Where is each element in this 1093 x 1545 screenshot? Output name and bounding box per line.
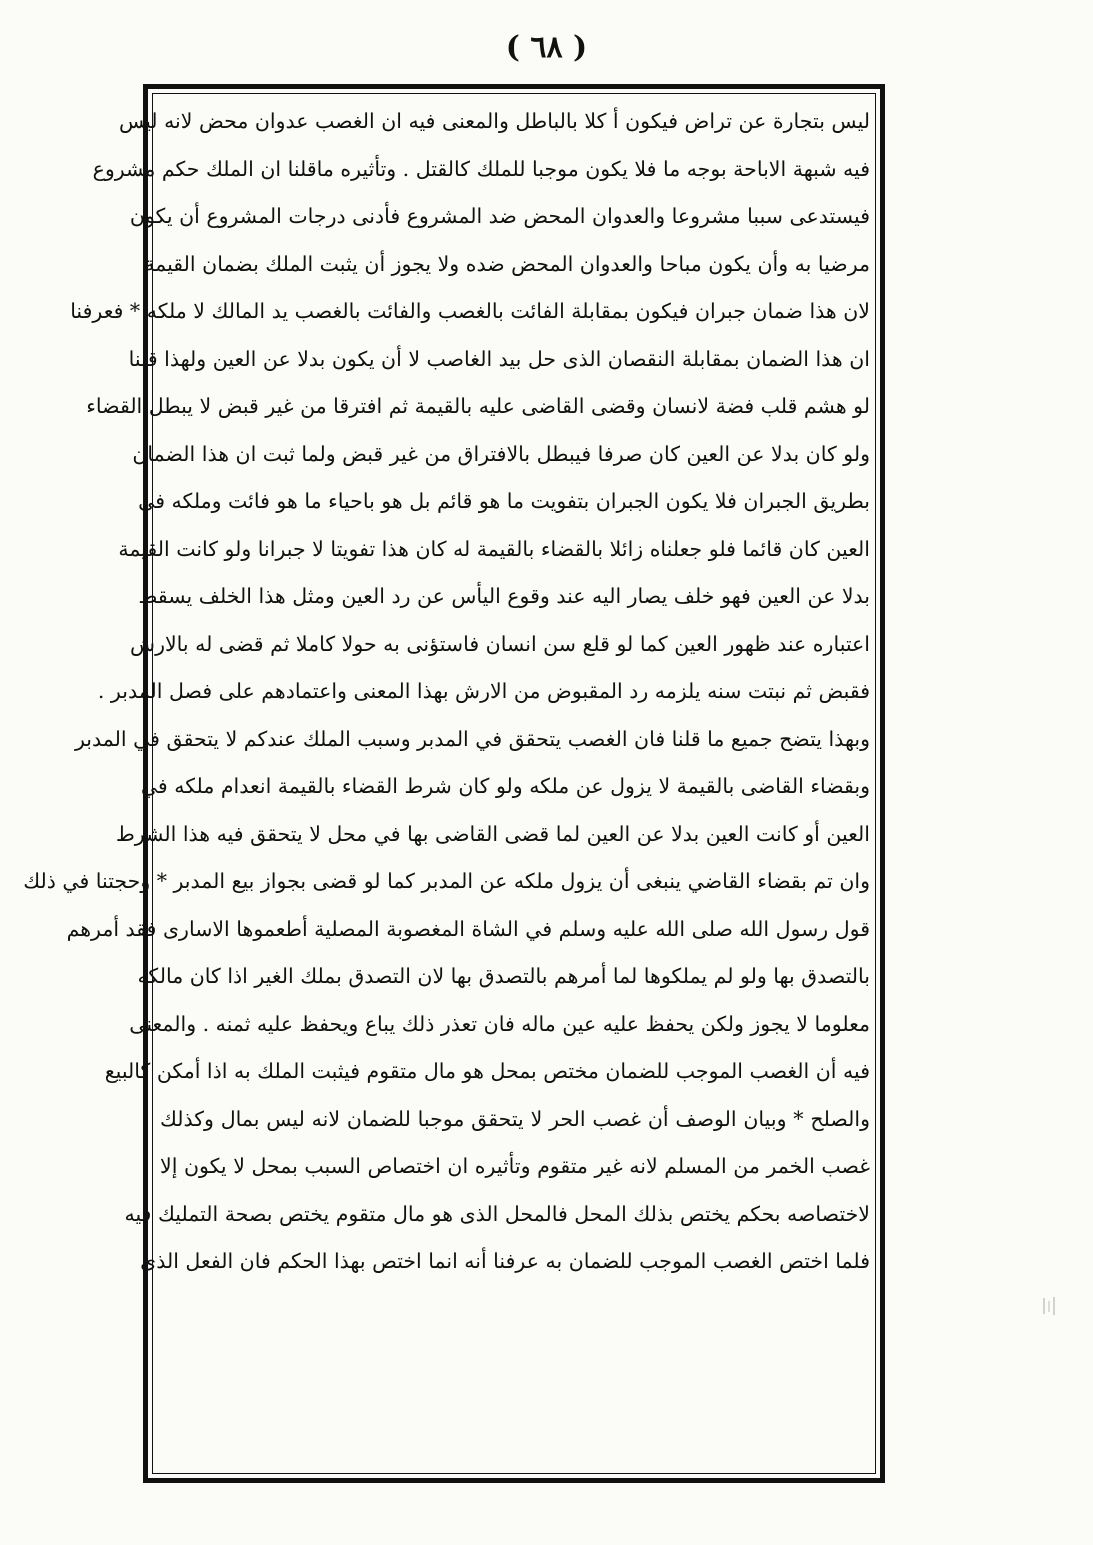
text-line: بطريق الجبران فلا يكون الجبران بتفويت ما هو قائم بل هو باحياء ما هو فائت وملكه في (138, 489, 870, 513)
text-line: ولو كان بدلا عن العين كان صرفا فيبطل بالافتراق من غير قبض ولما ثبت ان هذا الضمان (132, 441, 870, 466)
text-line: فيه أن الغصب الموجب للضمان مختص بمحل هو مال متقوم فيثبت الملك به اذا أمكن كالبيع (104, 1059, 870, 1083)
text-line: لاختصاصه بحكم يختص بذلك المحل فالمحل الذى هو مال متقوم يختص بصحة التمليك فيه (124, 1201, 870, 1226)
text-line: معلوما لا يجوز ولكن يحفظ عليه عين ماله فان تعذر ذلك يباع ويحفظ عليه ثمنه . والمعنى (129, 1011, 870, 1036)
text-line: العين أو كانت العين بدلا عن العين لما قضى القاضى بها في محل لا يتحقق فيه هذا الشرط (115, 821, 870, 846)
text-line: فيستدعى سببا مشروعا والعدوان المحض ضد المشروع فأدنى درجات المشروع أن يكون (129, 204, 870, 228)
text-line: فلما اختص الغصب الموجب للضمان به عرفنا أنه انما اختص بهذا الحكم فان الفعل الذى (140, 1249, 870, 1273)
text-line: غصب الخمر من المسلم لانه غير متقوم وتأثيره ان اختصاص السبب بمحل لا يكون إلا (160, 1154, 870, 1178)
text-line: وبهذا يتضح جميع ما قلنا فان الغصب يتحقق في المدبر وسبب الملك عندكم لا يتحقق في المدبر (75, 726, 870, 751)
text-line: العين كان قائما فلو جعلناه زائلا بالقضاء بالقيمة له كان هذا تفويتا لا جبرانا ولو كانت القيمة (118, 536, 870, 561)
text-line: والصلح * وبيان الوصف أن غصب الحر لا يتحقق موجبا للضمان لانه ليس بمال وكذلك (160, 1106, 870, 1131)
text-line: اعتباره عند ظهور العين كما لو قلع سن انسان فاستؤنى به حولا كاملا ثم قضى له بالارش (130, 631, 870, 656)
text-line: فيه شبهة الاباحة بوجه ما فلا يكون موجبا للملك كالقتل . وتأثيره ماقلنا ان الملك حكم مشروع (92, 156, 870, 181)
text-line: ان هذا الضمان بمقابلة النقصان الذى حل بيد الغاصب لا أن يكون بدلا عن العين ولهذا قلنا (128, 346, 870, 371)
text-line: بدلا عن العين فهو خلف يصار اليه عند وقوع اليأس عن رد العين ومثل هذا الخلف يسقط (138, 584, 870, 608)
text-line: لو هشم قلب فضة لانسان وقضى القاضى عليه بالقيمة ثم افترقا من غير قبض لا يبطل القضاء (86, 394, 870, 418)
body-text (23, 98, 870, 1286)
text-line: ليس بتجارة عن تراض فيكون أ كلا بالباطل والمعنى فيه ان الغصب عدوان محض لانه ليس (118, 109, 870, 133)
page-number: ( ٦٨ ) (505, 30, 588, 65)
text-line: فقبض ثم نبتت سنه يلزمه رد المقبوض من الارش بهذا المعنى واعتمادهم على فصل المدبر . (97, 679, 870, 703)
text-line: وان تم بقضاء القاضي ينبغى أن يزول ملكه عن المدبر كما لو قضى بجواز بيع المدبر * وحجتنا في ذلك (23, 869, 870, 893)
text-line: لان هذا ضمان جبران فيكون بمقابلة الفائت بالغصب والفائت بالغصب يد المالك لا ملكه * فعرفنا (70, 299, 870, 323)
text-line: قول رسول الله صلى الله عليه وسلم في الشاة المغصوبة المصلية أطعموها الاسارى فقد أمرهم (66, 916, 870, 941)
text-line: بالتصدق بها ولو لم يملكوها لما أمرهم بالتصدق بها لان التصدق بملك الغير اذا كان مالكه (137, 964, 870, 988)
text-line: مرضيا به وأن يكون مباحا والعدوان المحض ضده ولا يجوز أن يثبت الملك بضمان القيمة (144, 251, 870, 276)
text-line: وبقضاء القاضى بالقيمة لا يزول عن ملكه ولو كان شرط القضاء بالقيمة انعدام ملكه في (140, 774, 870, 798)
margin-scan-mark (1040, 1295, 1058, 1317)
